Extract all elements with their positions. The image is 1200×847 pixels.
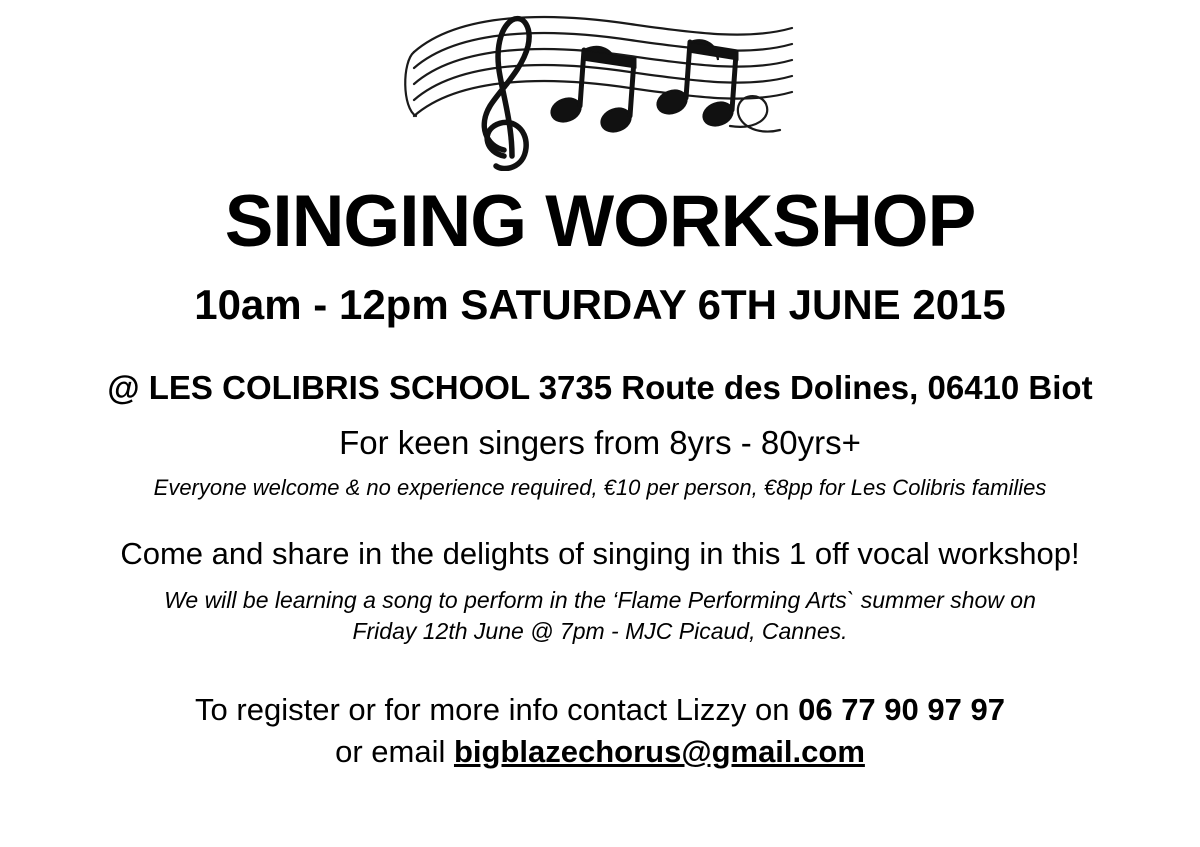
event-details-line-1: We will be learning a song to perform in the ‘Flame Performing Arts` summer show on bbox=[164, 587, 1036, 614]
event-details bbox=[90, 585, 1110, 647]
contact-block bbox=[195, 689, 1005, 773]
event-datetime: 10am - 12pm SATURDAY 6TH JUNE 2015 bbox=[194, 281, 1006, 328]
contact-email-prefix: or email bbox=[335, 734, 454, 770]
contact-prefix: To register or for more info contact Lizzy on bbox=[195, 692, 799, 728]
contact-email-link[interactable]: bigblazechorus@gmail.com bbox=[453, 734, 865, 770]
musical-notes-staff-icon bbox=[400, 6, 800, 171]
event-audience: For keen singers from 8yrs - 80yrs+ bbox=[339, 424, 861, 461]
contact-phone: 06 77 90 97 97 bbox=[798, 692, 1005, 728]
event-venue: @ LES COLIBRIS SCHOOL 3735 Route des Dolines, 06410 Biot bbox=[107, 369, 1093, 406]
page-title: SINGING WORKSHOP bbox=[224, 181, 976, 262]
contact-email-line bbox=[195, 731, 1005, 773]
event-details-line-2: Friday 12th June @ 7pm - MJC Picaud, Cannes. bbox=[352, 618, 848, 645]
pricing-note: Everyone welcome & no experience required, €10 per person, €8pp for Les Colibris families bbox=[153, 475, 1047, 500]
event-pitch: Come and share in the delights of singing in this 1 off vocal workshop! bbox=[120, 536, 1080, 572]
